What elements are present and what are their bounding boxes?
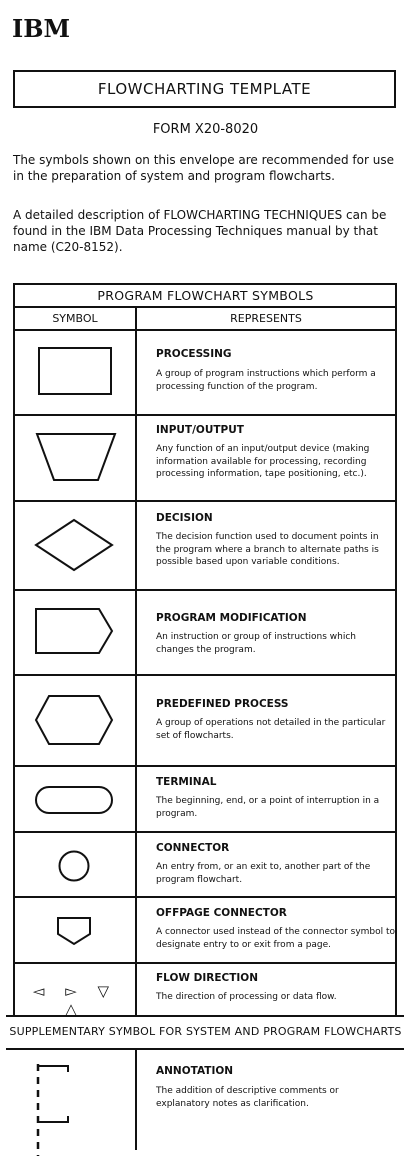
- row-title-program-modification: PROGRAM MODIFICATION: [156, 612, 307, 624]
- heading-divider: [13, 306, 397, 308]
- row-desc-annotation: The addition of descriptive comments or explanatory notes as clarification.: [156, 1086, 339, 1109]
- row-desc-offpage-connector: A connector used instead of the connector symbol to designate entry to or exit from a page.: [156, 927, 396, 950]
- predefined-process-symbol: [35, 695, 113, 745]
- annotation-symbol: [34, 1064, 70, 1158]
- ibm-logo: IBM: [12, 14, 71, 43]
- row-divider: [13, 589, 397, 591]
- row-title-processing: PROCESSING: [156, 348, 232, 360]
- flow-direction-arrowheads-icon: ◅ ▻ ▽ △: [32, 982, 118, 1018]
- col-represents-header: REPRESENTS: [230, 312, 302, 325]
- terminal-symbol: [35, 786, 113, 814]
- intro-paragraph-2: A detailed description of FLOWCHARTING TECHNIQUES can be found in the IBM Data Processing Techniques manual by that name (C20-8152).: [13, 208, 387, 254]
- row-divider: [13, 896, 397, 898]
- program-modification-symbol: [35, 608, 113, 654]
- row-title-terminal: TERMINAL: [156, 776, 217, 788]
- row-divider: [13, 962, 397, 964]
- column-divider: [135, 306, 137, 1015]
- decision-symbol: [35, 519, 113, 571]
- row-divider: [13, 674, 397, 676]
- row-title-connector: CONNECTOR: [156, 842, 230, 854]
- row-divider: [13, 765, 397, 767]
- row-title-offpage-connector: OFFPAGE CONNECTOR: [156, 907, 287, 919]
- input-output-symbol: [36, 433, 116, 481]
- row-desc-connector: An entry from, or an exit to, another part of the program flowchart.: [156, 862, 371, 885]
- table-heading: PROGRAM FLOWCHART SYMBOLS: [97, 288, 314, 303]
- intro-paragraph-1: The symbols shown on this envelope are recommended for use in the preparation of system and program flowcharts.: [13, 153, 394, 183]
- row-desc-terminal: The beginning, end, or a point of interruption in a program.: [156, 796, 380, 819]
- row-desc-flow-direction: The direction of processing or data flow.: [156, 992, 337, 1002]
- processing-symbol: [38, 347, 112, 395]
- row-title-input-output: INPUT/OUTPUT: [156, 424, 244, 436]
- row-desc-program-modification: An instruction or group of instructions which changes the program.: [156, 632, 356, 655]
- row-title-flow-direction: FLOW DIRECTION: [156, 972, 259, 984]
- form-number: FORM X20-8020: [152, 122, 259, 137]
- supplementary-column-divider: [135, 1050, 137, 1150]
- row-desc-predefined-process: A group of operations not detailed in the particular set of flowcharts.: [156, 718, 386, 741]
- page-title: FLOWCHARTING TEMPLATE: [13, 70, 396, 108]
- col-symbol-header: SYMBOL: [52, 312, 98, 325]
- row-title-decision: DECISION: [156, 512, 213, 524]
- row-divider: [13, 500, 397, 502]
- row-desc-processing: A group of program instructions which perform a processing function of the program.: [156, 369, 376, 392]
- column-header-divider: [13, 329, 397, 331]
- row-desc-input-output: Any function of an input/output device (making information available for processing, recording processing information, tape positioning, etc.).: [156, 444, 370, 479]
- row-title-predefined-process: PREDEFINED PROCESS: [156, 698, 289, 710]
- row-title-annotation: ANNOTATION: [156, 1065, 234, 1077]
- row-divider: [13, 414, 397, 416]
- row-divider: [13, 831, 397, 833]
- offpage-connector-symbol: [57, 917, 91, 945]
- row-desc-decision: The decision function used to document points in the program where a branch to alternate paths is possible based upon variable conditions.: [156, 532, 379, 567]
- supplementary-heading: SUPPLEMENTARY SYMBOL FOR SYSTEM AND PROGRAM FLOWCHARTS: [9, 1025, 402, 1038]
- connector-symbol: [58, 850, 90, 882]
